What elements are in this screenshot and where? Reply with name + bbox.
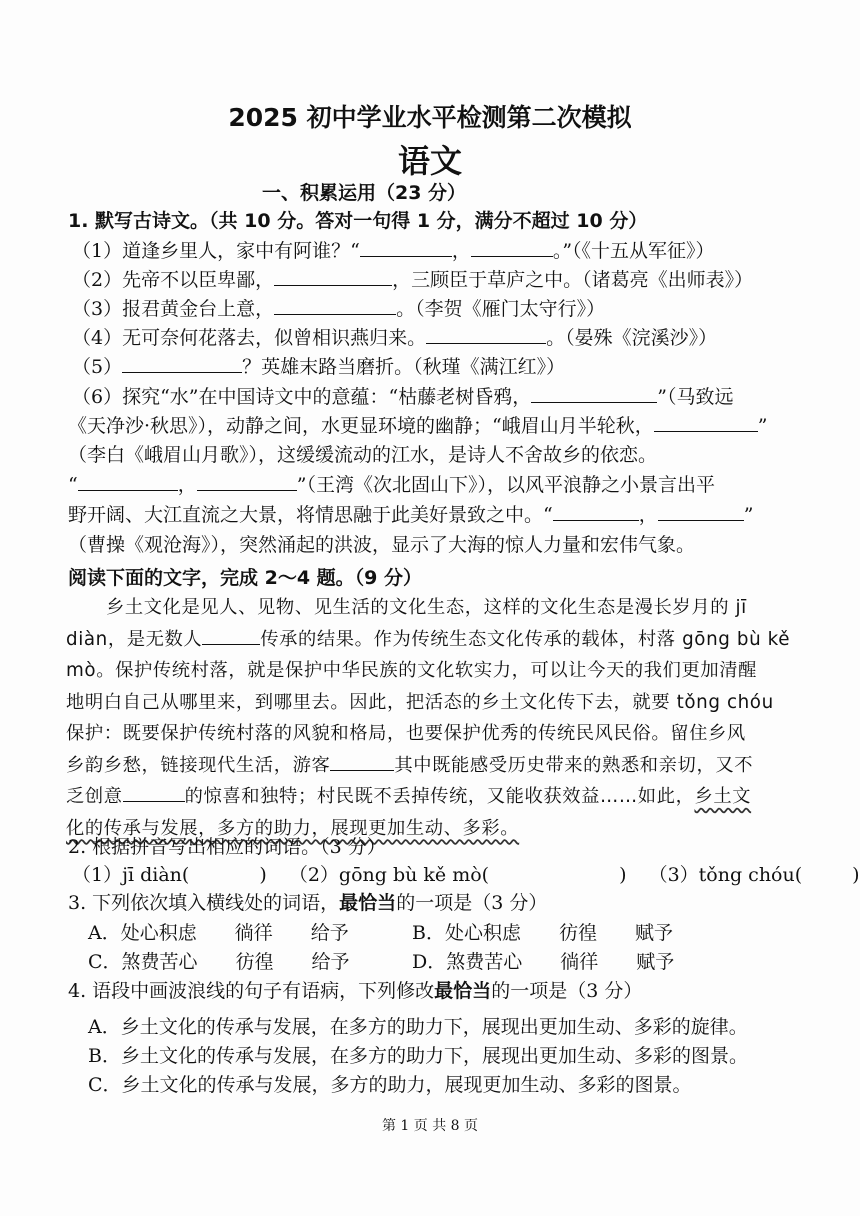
q4-option-a[interactable]: A．乡土文化的传承与发展，在多方的助力下，展现出更加生动、多彩的旋律。 — [88, 1016, 748, 1038]
fill-blank[interactable] — [123, 785, 185, 802]
answer-blank[interactable] — [78, 472, 178, 491]
answer-blank[interactable] — [426, 325, 546, 344]
wavy-underlined-sentence: 乡土文 — [694, 786, 752, 807]
answer-blank[interactable] — [654, 413, 758, 432]
q1-item-2: （2）先帝不以臣卑鄙， ，三顾臣于草庐之中。（诸葛亮《出师表》） — [72, 269, 754, 291]
q2-items: （1）jī diàn( ) （2）gōng bù kě mò( ) （3）tǒng chóu( ) — [72, 864, 860, 886]
answer-blank[interactable] — [197, 472, 297, 491]
section-heading: 一、积累运用（23 分） — [262, 182, 467, 204]
answer-blank[interactable] — [122, 354, 242, 373]
answer-blank[interactable] — [274, 267, 392, 286]
q3-option-d[interactable]: D．煞费苦心 徜徉 赋予 — [412, 951, 675, 973]
q4-heading: 4. 语段中画波浪线的句子有语病，下列修改最恰当的一项是（3 分） — [68, 980, 643, 1002]
subject-title: 语文 — [397, 142, 462, 180]
answer-blank[interactable] — [553, 502, 639, 521]
q1-heading: 1. 默写古诗文。（共 10 分。答对一句得 1 分，满分不超过 10 分） — [68, 210, 648, 232]
answer-blank[interactable] — [274, 296, 396, 315]
q4-option-c[interactable]: C．乡土文化的传承与发展，多方的助力，展现更加生动、多彩的图景。 — [88, 1074, 692, 1096]
q1-item-4: （4）无可奈何花落去，似曾相识燕归来。 。（晏殊《浣溪沙》） — [72, 327, 718, 349]
q1-item-6: （6）探究“水”在中国诗文中的意蕴：“枯藤老树昏鸦， ”（马致远 — [72, 386, 734, 408]
q1-item-6-line3: （李白《峨眉山月歌》），这缓缓流动的江水，是诗人不舍故乡的依恋。 — [68, 444, 658, 466]
q1-item-3: （3）报君黄金台上意， 。（李贺《雁门太守行》） — [72, 298, 606, 320]
q3-option-a[interactable]: A．处心积虑 徜徉 给予 — [88, 922, 349, 944]
answer-blank[interactable] — [531, 384, 657, 403]
q2-heading: 2. 根据拼音写出相应的词语。（3 分） — [68, 836, 386, 858]
fill-blank[interactable] — [330, 754, 394, 771]
q1-item-1: （1）道逢乡里人，家中有阿谁？“ ， 。”（《十五从军征》） — [72, 240, 715, 262]
q3-heading: 3. 下列依次填入横线处的词语，最恰当的一项是（3 分） — [68, 892, 548, 914]
q3-option-c[interactable]: C．煞费苦心 彷徨 给予 — [88, 951, 350, 973]
q3-option-b[interactable]: B．处心积虑 彷徨 赋予 — [412, 922, 673, 944]
wavy-underlined-sentence: 化的传承与发展，多方的助力，展现更加生动、多彩。 — [66, 817, 520, 839]
answer-blank[interactable] — [360, 238, 452, 257]
q1-item-6-line2: 《天净沙·秋思》），动静之间，水更显环境的幽静；“峨眉山月半轮秋， ” — [68, 415, 768, 437]
fill-blank[interactable] — [202, 628, 260, 645]
q1-item-6-line4: “ ， ”（王湾《次北固山下》），以风平浪静之小景言出平 — [68, 474, 715, 496]
answer-blank[interactable] — [471, 238, 553, 257]
page-footer: 第 1 页 共 8 页 — [381, 1118, 479, 1134]
answer-blank[interactable] — [658, 502, 744, 521]
q1-item-5: （5） ？英雄末路当磨折。（秋瑾《满江红》） — [72, 356, 566, 378]
reading-passage: 乡土文化是见人、见物、见生活的文化生态，这样的文化生态是漫长岁月的 jī diàn，是无数人 传承的结果。作为传统生态文化传承的载体，村落 gōng bù kě mò。保护传统村落，就是保护中华民族的文化软实力，可以让今天的我们更加清醒 地明白自己从哪里来，到哪里去。因此，把活态的乡土文化传下去，就要 tǒng chóu 保护：既要保护传统村落的风貌和格局，也要保护优秀的传统民风民俗。留住乡风 乡韵乡愁，链接现代生活，游客 其中既能感受历史带来的熟悉和亲切，又不 乏创意 的惊喜和独特；村民既不丢掉传统，又能收获效益……如此，乡土文 化的传承与发展，多方的助力，展现更加生动、多彩。 — [66, 597, 791, 839]
q1-item-6-line6: （曹操《观沧海》），突然涌起的洪波，显示了大海的惊人力量和宏伟气象。 — [68, 534, 696, 556]
q4-option-b[interactable]: B．乡土文化的传承与发展，在多方的助力下，展现出更加生动、多彩的图景。 — [88, 1045, 748, 1067]
exam-title: 2025 初中学业水平检测第二次模拟 — [228, 103, 632, 132]
reading-heading: 阅读下面的文字，完成 2～4 题。（9 分） — [68, 567, 423, 589]
q1-item-6-line5: 野开阔、大江直流之大景，将情思融于此美好景致之中。“ ， ” — [68, 504, 754, 526]
